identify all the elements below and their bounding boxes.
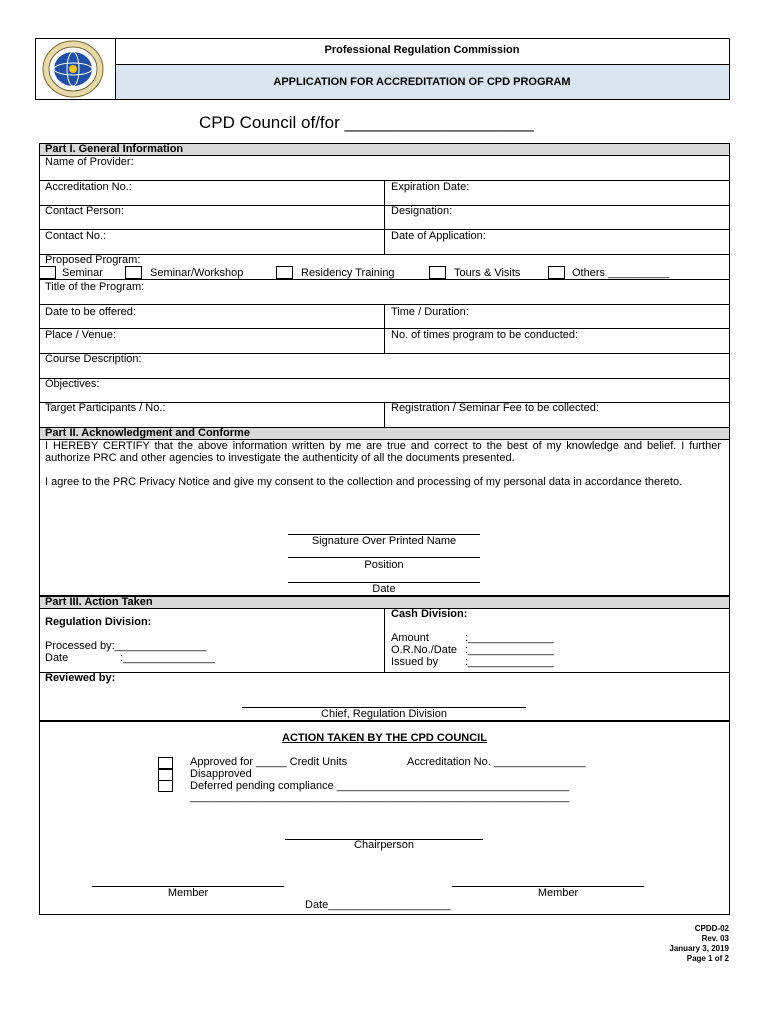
- form-title: APPLICATION FOR ACCREDITATION OF CPD PROGRAM: [273, 76, 571, 88]
- processed-date-field[interactable]: :_______________: [120, 652, 215, 664]
- regulation-division-label: Regulation Division:: [45, 616, 152, 628]
- contact-person-label: Contact Person:: [45, 205, 124, 217]
- deferred-compliance-line2[interactable]: ______________________________________________________________: [190, 791, 570, 803]
- course-description-label: Course Description:: [45, 353, 142, 365]
- target-participants-label: Target Participants / No.:: [45, 402, 166, 414]
- seminar-label: Seminar: [62, 267, 103, 279]
- expiration-date-label: Expiration Date:: [391, 181, 470, 193]
- tours-visits-checkbox[interactable]: [429, 266, 446, 279]
- amount-label: Amount: [391, 632, 429, 644]
- date-label: Date: [372, 583, 396, 595]
- form-code: CPDD-02: [694, 924, 729, 933]
- issued-by-field[interactable]: :______________: [465, 656, 554, 668]
- issued-by-label: Issued by: [391, 656, 439, 668]
- chairperson-label: Chairperson: [354, 839, 414, 851]
- page-number: Page 1 of 2: [686, 954, 729, 963]
- council-title[interactable]: CPD Council of/for ____________________: [199, 113, 534, 132]
- privacy-text: I agree to the PRC Privacy Notice and give my consent to the collection and processing of my personal data in accordance thereto.: [45, 476, 683, 488]
- seminar-workshop-label: Seminar/Workshop: [150, 267, 244, 279]
- council-action-title: ACTION TAKEN BY THE CPD COUNCIL: [282, 732, 487, 744]
- form-revision: Rev. 03: [701, 934, 729, 943]
- position-label: Position: [364, 559, 404, 571]
- time-duration-label: Time / Duration:: [391, 306, 469, 318]
- form-date: January 3, 2019: [669, 944, 729, 953]
- amount-field[interactable]: :______________: [465, 632, 554, 644]
- signature-label: Signature Over Printed Name: [311, 535, 457, 547]
- council-accreditation-no-field[interactable]: Accreditation No. _______________: [407, 756, 586, 768]
- prc-seal-icon: [41, 40, 105, 98]
- date-of-application-label: Date of Application:: [391, 230, 486, 242]
- seminar-workshop-checkbox[interactable]: [125, 266, 142, 279]
- others-label[interactable]: Others __________: [572, 267, 670, 279]
- approved-checkbox[interactable]: [158, 757, 173, 769]
- or-no-date-field[interactable]: :______________: [465, 644, 554, 656]
- title-of-program-label: Title of the Program:: [45, 281, 145, 293]
- reviewed-by-label: Reviewed by:: [45, 672, 116, 684]
- residency-training-label: Residency Training: [301, 267, 395, 279]
- part2-title: Part II. Acknowledgment and Conforme: [40, 428, 729, 439]
- name-of-provider-label: Name of Provider:: [45, 156, 134, 168]
- proposed-program-label: Proposed Program:: [45, 254, 141, 266]
- disapproved-label: Disapproved: [190, 768, 252, 780]
- certify-text: I HEREBY CERTIFY that the above information written by me are true and correct to the best of my knowledge and belief. I further authorize PRC and other agencies to investigate the authenticity of all the documents presented.: [45, 440, 721, 464]
- member-left-label: Member: [167, 887, 209, 899]
- times-conducted-label: No. of times program to be conducted:: [391, 329, 579, 341]
- processed-date-label: Date: [45, 652, 69, 664]
- residency-training-checkbox[interactable]: [276, 266, 293, 279]
- part3-title: Part III. Action Taken: [40, 597, 729, 608]
- others-checkbox[interactable]: [548, 266, 565, 279]
- member-right-label: Member: [537, 887, 579, 899]
- deferred-checkbox[interactable]: [158, 780, 173, 792]
- cash-division-label: Cash Division:: [391, 608, 468, 620]
- council-date-field[interactable]: Date____________________: [305, 899, 451, 911]
- designation-label: Designation:: [391, 205, 453, 217]
- processed-by-field[interactable]: Processed by:_______________: [45, 640, 207, 652]
- date-offered-label: Date to be offered:: [45, 306, 136, 318]
- or-no-date-label: O.R.No./Date: [391, 644, 458, 656]
- seminar-checkbox[interactable]: [39, 266, 56, 279]
- accreditation-no-label: Accreditation No.:: [45, 181, 132, 193]
- chief-regulation-label: Chief, Regulation Division: [321, 708, 447, 720]
- registration-fee-label: Registration / Seminar Fee to be collected:: [391, 402, 599, 414]
- deferred-compliance-field[interactable]: Deferred pending compliance ______________________________________: [190, 780, 570, 792]
- approved-credit-units-field[interactable]: Approved for _____ Credit Units: [190, 756, 348, 768]
- part1-title: Part I. General Information: [40, 144, 729, 155]
- place-venue-label: Place / Venue:: [45, 329, 116, 341]
- objectives-label: Objectives:: [45, 378, 100, 390]
- contact-no-label: Contact No.:: [45, 230, 107, 242]
- tours-visits-label: Tours & Visits: [454, 267, 521, 279]
- commission-name: Professional Regulation Commission: [324, 44, 520, 56]
